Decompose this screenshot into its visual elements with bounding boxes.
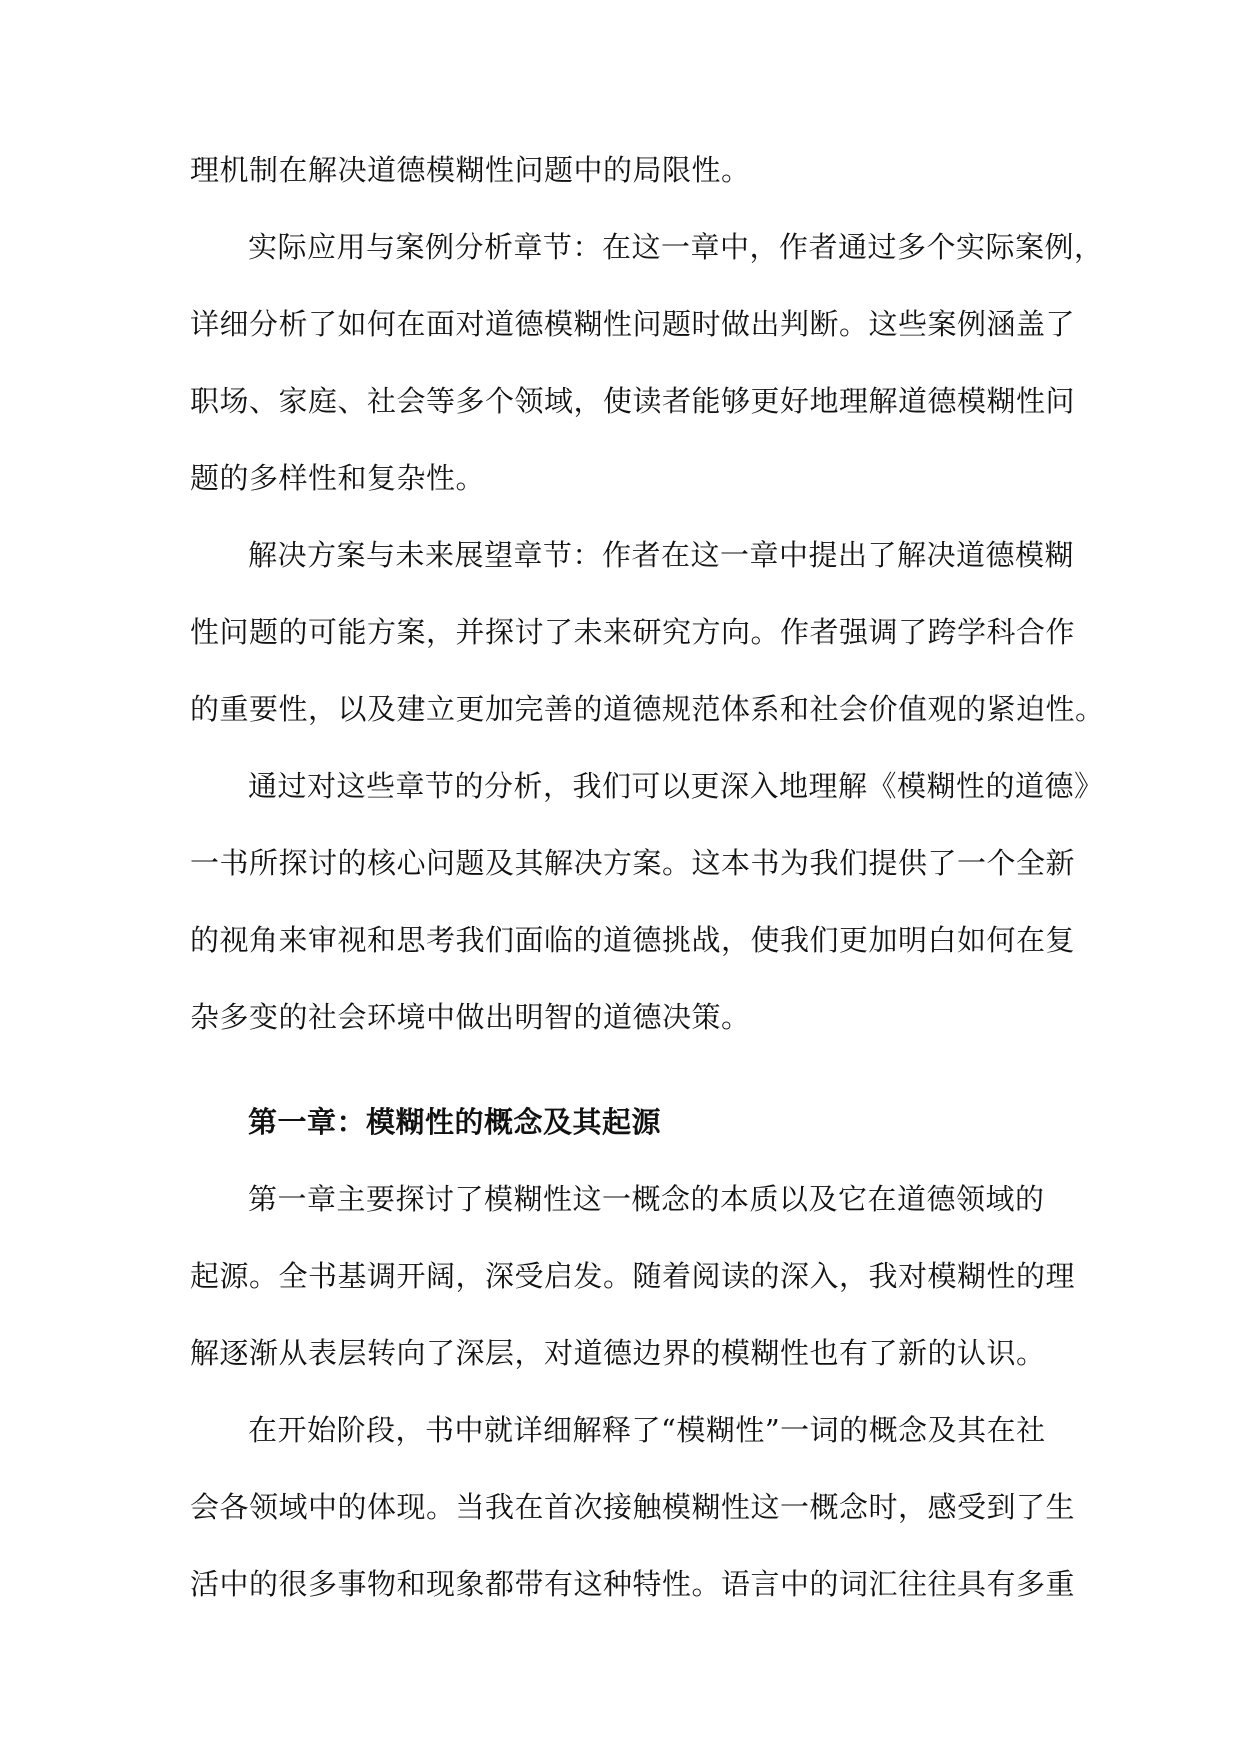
text-line: 杂多变的社会环境中做出明智的道德决策。 xyxy=(190,1000,751,1034)
paragraph-line: 通过对这些章节的分析，我们可以更深入地理解《模糊性的道德》 xyxy=(248,769,1104,803)
paragraph-line: 第一章主要探讨了模糊性这一概念的本质以及它在道德领域的 xyxy=(248,1182,1045,1216)
paragraph-line: 实际应用与案例分析章节：在这一章中，作者通过多个实际案例， xyxy=(248,230,1104,264)
page-content xyxy=(190,132,1105,1623)
text-line: 题的多样性和复杂性。 xyxy=(190,461,486,495)
text-line: 一书所探讨的核心问题及其解决方案。这本书为我们提供了一个全新 xyxy=(190,846,1076,880)
text-line: 的视角来审视和思考我们面临的道德挑战，使我们更加明白如何在复 xyxy=(190,923,1076,957)
text-line: 活中的很多事物和现象都带有这种特性。语言中的词汇往往具有多重 xyxy=(190,1567,1076,1601)
paragraph-line: 在开始阶段，书中就详细解释了“模糊性”一词的概念及其在社 xyxy=(248,1413,1046,1447)
text-line: 的重要性，以及建立更加完善的道德规范体系和社会价值观的紧迫性。 xyxy=(190,692,1105,726)
text-line: 详细分析了如何在面对道德模糊性问题时做出判断。这些案例涵盖了 xyxy=(190,307,1076,341)
text-line: 起源。全书基调开阔，深受启发。随着阅读的深入，我对模糊性的理 xyxy=(190,1259,1076,1293)
text-line: 理机制在解决道德模糊性问题中的局限性。 xyxy=(190,153,751,187)
text-line: 解逐渐从表层转向了深层，对道德边界的模糊性也有了新的认识。 xyxy=(190,1336,1046,1370)
text-line: 会各领域中的体现。当我在首次接触模糊性这一概念时，感受到了生 xyxy=(190,1490,1076,1524)
text-line: 职场、家庭、社会等多个领域，使读者能够更好地理解道德模糊性问 xyxy=(190,384,1076,418)
text-line: 性问题的可能方案，并探讨了未来研究方向。作者强调了跨学科合作 xyxy=(190,615,1076,649)
paragraph-line: 解决方案与未来展望章节：作者在这一章中提出了解决道德模糊 xyxy=(248,538,1075,572)
chapter-heading: 第一章：模糊性的概念及其起源 xyxy=(248,1105,662,1139)
